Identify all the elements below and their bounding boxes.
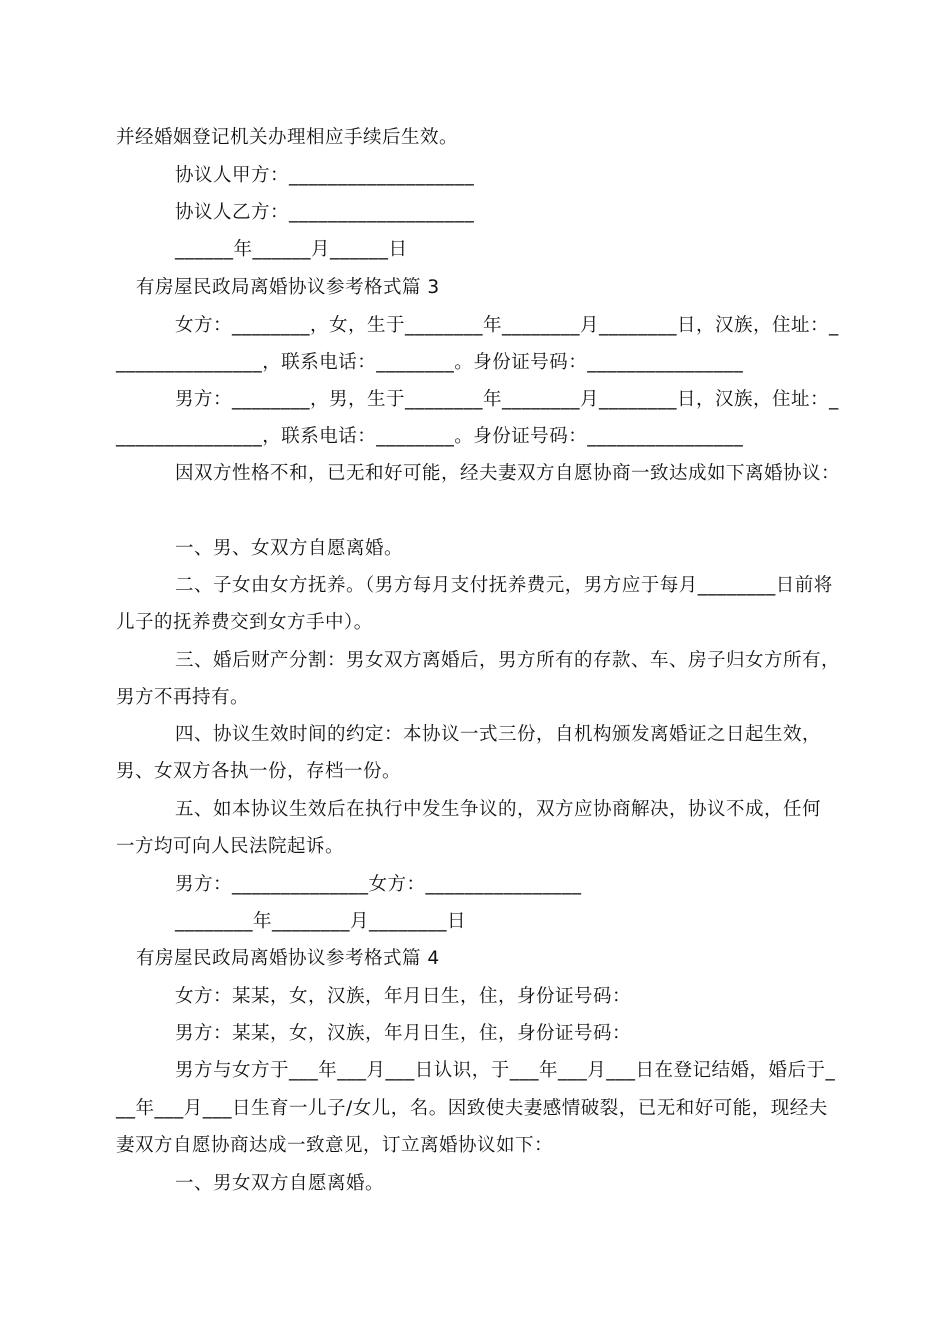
date-line: ______年______月______日 (175, 239, 408, 260)
clause: 一、男女双方自愿离婚。 (175, 1173, 385, 1194)
clause: 五、如本协议生效后在执行中发生争议的，双方应协商解决，协议不成，任何 (175, 799, 822, 820)
section-heading: 有房屋民政局离婚协议参考格式篇 3 (136, 277, 440, 298)
text-line: 男方不再持有。 (116, 687, 250, 708)
text-line: 因双方性格不和，已无和好可能，经夫妻双方自愿协商一致达成如下离婚协议： (175, 463, 841, 484)
text-line: _______________，联系电话：________。身份证号码：________________ (116, 426, 744, 447)
text-line: 儿子的抚养费交到女方手中）。 (116, 612, 373, 633)
clause: 二、子女由女方抚养。（男方每月支付抚养费元，男方应于每月________日前将 (175, 575, 833, 596)
text-line: 男方：________，男，生于________年________月________日，汉族，住址：_ (175, 389, 839, 410)
text-line: 男、女双方各执一份，存档一份。 (116, 761, 402, 782)
text-line: __年___月___日生育一儿子/女儿，名。因致使夫妻感情破裂，已无和好可能，现经夫 (116, 1098, 828, 1119)
clause: 一、男、女双方自愿离婚。 (175, 538, 404, 559)
text-line: 男方与女方于___年___月___日认识，于___年___月___日在登记结婚，婚后于_ (175, 1060, 836, 1081)
text-line: 男方：某某，女，汉族，年月日生，住，身份证号码： (175, 1023, 632, 1044)
text-line: 并经婚姻登记机关办理相应手续后生效。 (116, 127, 459, 148)
text-line: 女方：某某，女，汉族，年月日生，住，身份证号码： (175, 986, 632, 1007)
text-line: 女方：________，女，生于________年________月________日，汉族，住址：_ (175, 315, 839, 336)
section-heading: 有房屋民政局离婚协议参考格式篇 4 (136, 948, 440, 969)
signature-line: 男方：______________女方：________________ (175, 874, 582, 895)
date-line: ________年________月________日 (175, 911, 467, 932)
signature-line-party-b: 协议人乙方：___________________ (175, 202, 475, 223)
text-line: 妻双方自愿协商达成一致意见，订立离婚协议如下： (116, 1135, 554, 1156)
clause: 四、协议生效时间的约定：本协议一式三份，自机构颁发离婚证之日起生效， (175, 724, 822, 745)
signature-line-party-a: 协议人甲方：___________________ (175, 165, 475, 186)
clause: 三、婚后财产分割：男女双方离婚后，男方所有的存款、车、房子归女方所有， (175, 650, 841, 671)
text-line: 一方均可向人民法院起诉。 (116, 836, 345, 857)
text-line: _______________，联系电话：________。身份证号码：________________ (116, 352, 744, 373)
